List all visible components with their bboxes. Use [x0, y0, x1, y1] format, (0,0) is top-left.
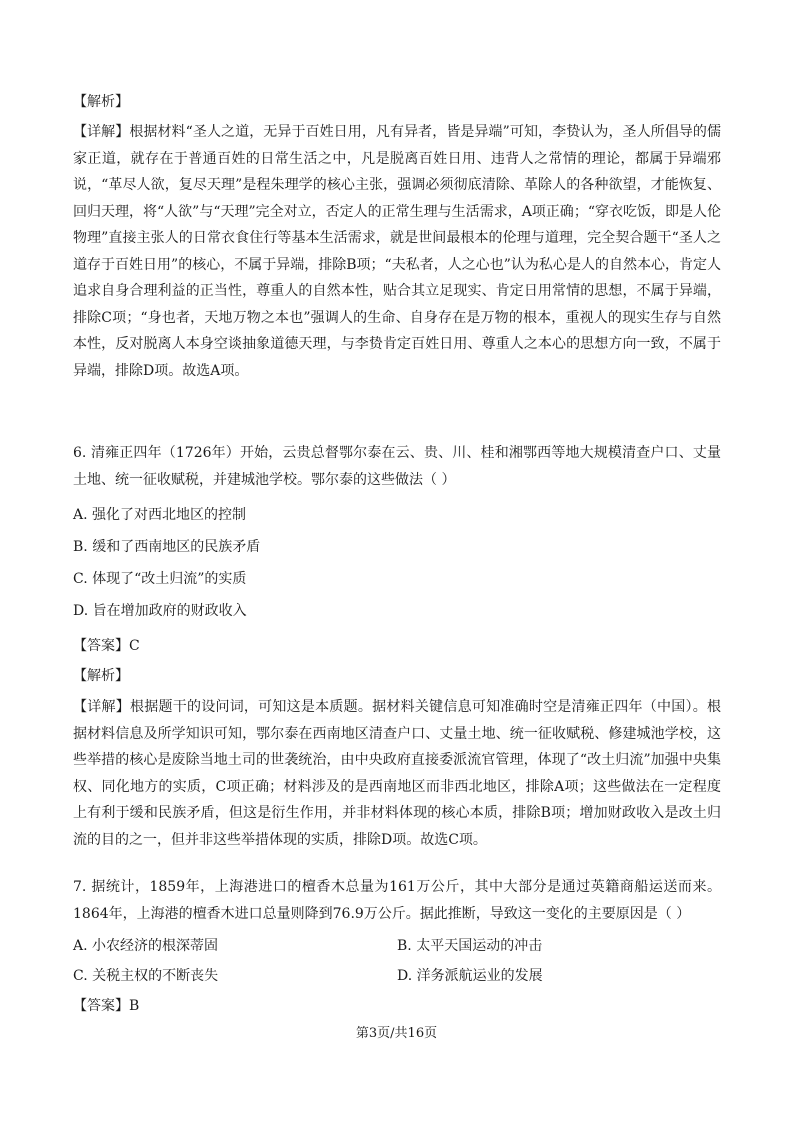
detail-paragraph: 【详解】根据材料“圣人之道，无异于百姓日用，凡有异者，皆是异端”可知，李贽认为，圣人所倡导的儒家正道，就存在于普通百姓的日常生活之中，凡是脱离百姓日用、违背人之常情的理论，都属于异端邪说，“革尽人欲，复尽天理”是程朱理学的核心主张，强调必须彻底清除、革除人的各种欲望，才能恢复、回归天理，将“人欲”与“天理”完全对立，否定人的正常生理与生活需求，A项正确；“穿衣吃饭，即是人伦物理”直接主张人的日常衣食住行等基本生活需求，就是世间最根本的伦理与道理，完全契合题干“圣人之道存于百姓日用”的核心，不属于异端，排除B项；“夫私者，人之心也”认为私心是人的自然本心，肯定人追求自身合理利益的正当性，尊重人的自然本性，贴合其立足现实、肯定日用常情的思想，不属于异端，排除C项；“身也者，天地万物之本也”强调人的生命、自身存在是万物的根本，重视人的现实生存与自然本性，反对脱离人本身空谈抽象道德天理，与李贽肯定百姓日用、尊重人之本心的思想方向一致，不属于异端，排除D项。故选A项。 [73, 124, 721, 379]
analysis-label: 【解析】 [73, 668, 129, 684]
answer-label: 【答案】C [73, 638, 140, 654]
option-c: C. 关税主权的不断丧失 [73, 968, 219, 984]
question-stem: 7. 据统计，1859年，上海港进口的檀香木总量为161万公斤，其中大部分是通过英籍商船运送而来。1864年，上海港的檀香木进口总量则降到76.9万公斤。据此推断，导致这一变化的主要原因是（ ） [73, 879, 721, 922]
analysis-label: 【解析】 [73, 94, 129, 110]
option-b: B. 缓和了西南地区的民族矛盾 [73, 539, 261, 555]
page-footer: 第3页/共16页 [355, 1026, 438, 1041]
question-7 [73, 874, 721, 1021]
option-a: A. 强化了对西北地区的控制 [73, 507, 247, 523]
option-d: D. 旨在增加政府的财政收入 [73, 603, 247, 619]
question-6 [73, 440, 721, 853]
question-stem: 6. 清雍正四年（1726年）开始，云贵总督鄂尔泰在云、贵、川、桂和湘鄂西等地大规模清查户口、丈量土地、统一征收赋税，并建城池学校。鄂尔泰的这些做法（ ） [73, 445, 721, 488]
option-b: B. 太平天国运动的冲击 [397, 938, 543, 954]
option-c: C. 体现了“改土归流”的实质 [73, 571, 247, 587]
option-d: D. 洋务派航运业的发展 [397, 968, 543, 984]
answer-label: 【答案】B [73, 998, 140, 1014]
section-q5-analysis [73, 90, 721, 384]
detail-paragraph: 【详解】根据题干的设问词，可知这是本质题。据材料关键信息可知准确时空是清雍正四年（中国）。根据材料信息及所学知识可知，鄂尔泰在西南地区清查户口、丈量土地、统一征收赋税、修建城池学校，这些举措的核心是废除当地土司的世袭统治，由中央政府直接委派流官管理，体现了“改土归流”加强中央集权、同化地方的实质，C项正确；材料涉及的是西南地区而非西北地区，排除A项；这些做法在一定程度上有利于缓和民族矛盾，但这是衍生作用，并非材料体现的核心本质，排除B项；增加财政收入是改土归流的目的之一，但并非这些举措体现的实质，排除D项。故选C项。 [73, 699, 721, 848]
option-a: A. 小农经济的根深蒂固 [73, 938, 219, 954]
